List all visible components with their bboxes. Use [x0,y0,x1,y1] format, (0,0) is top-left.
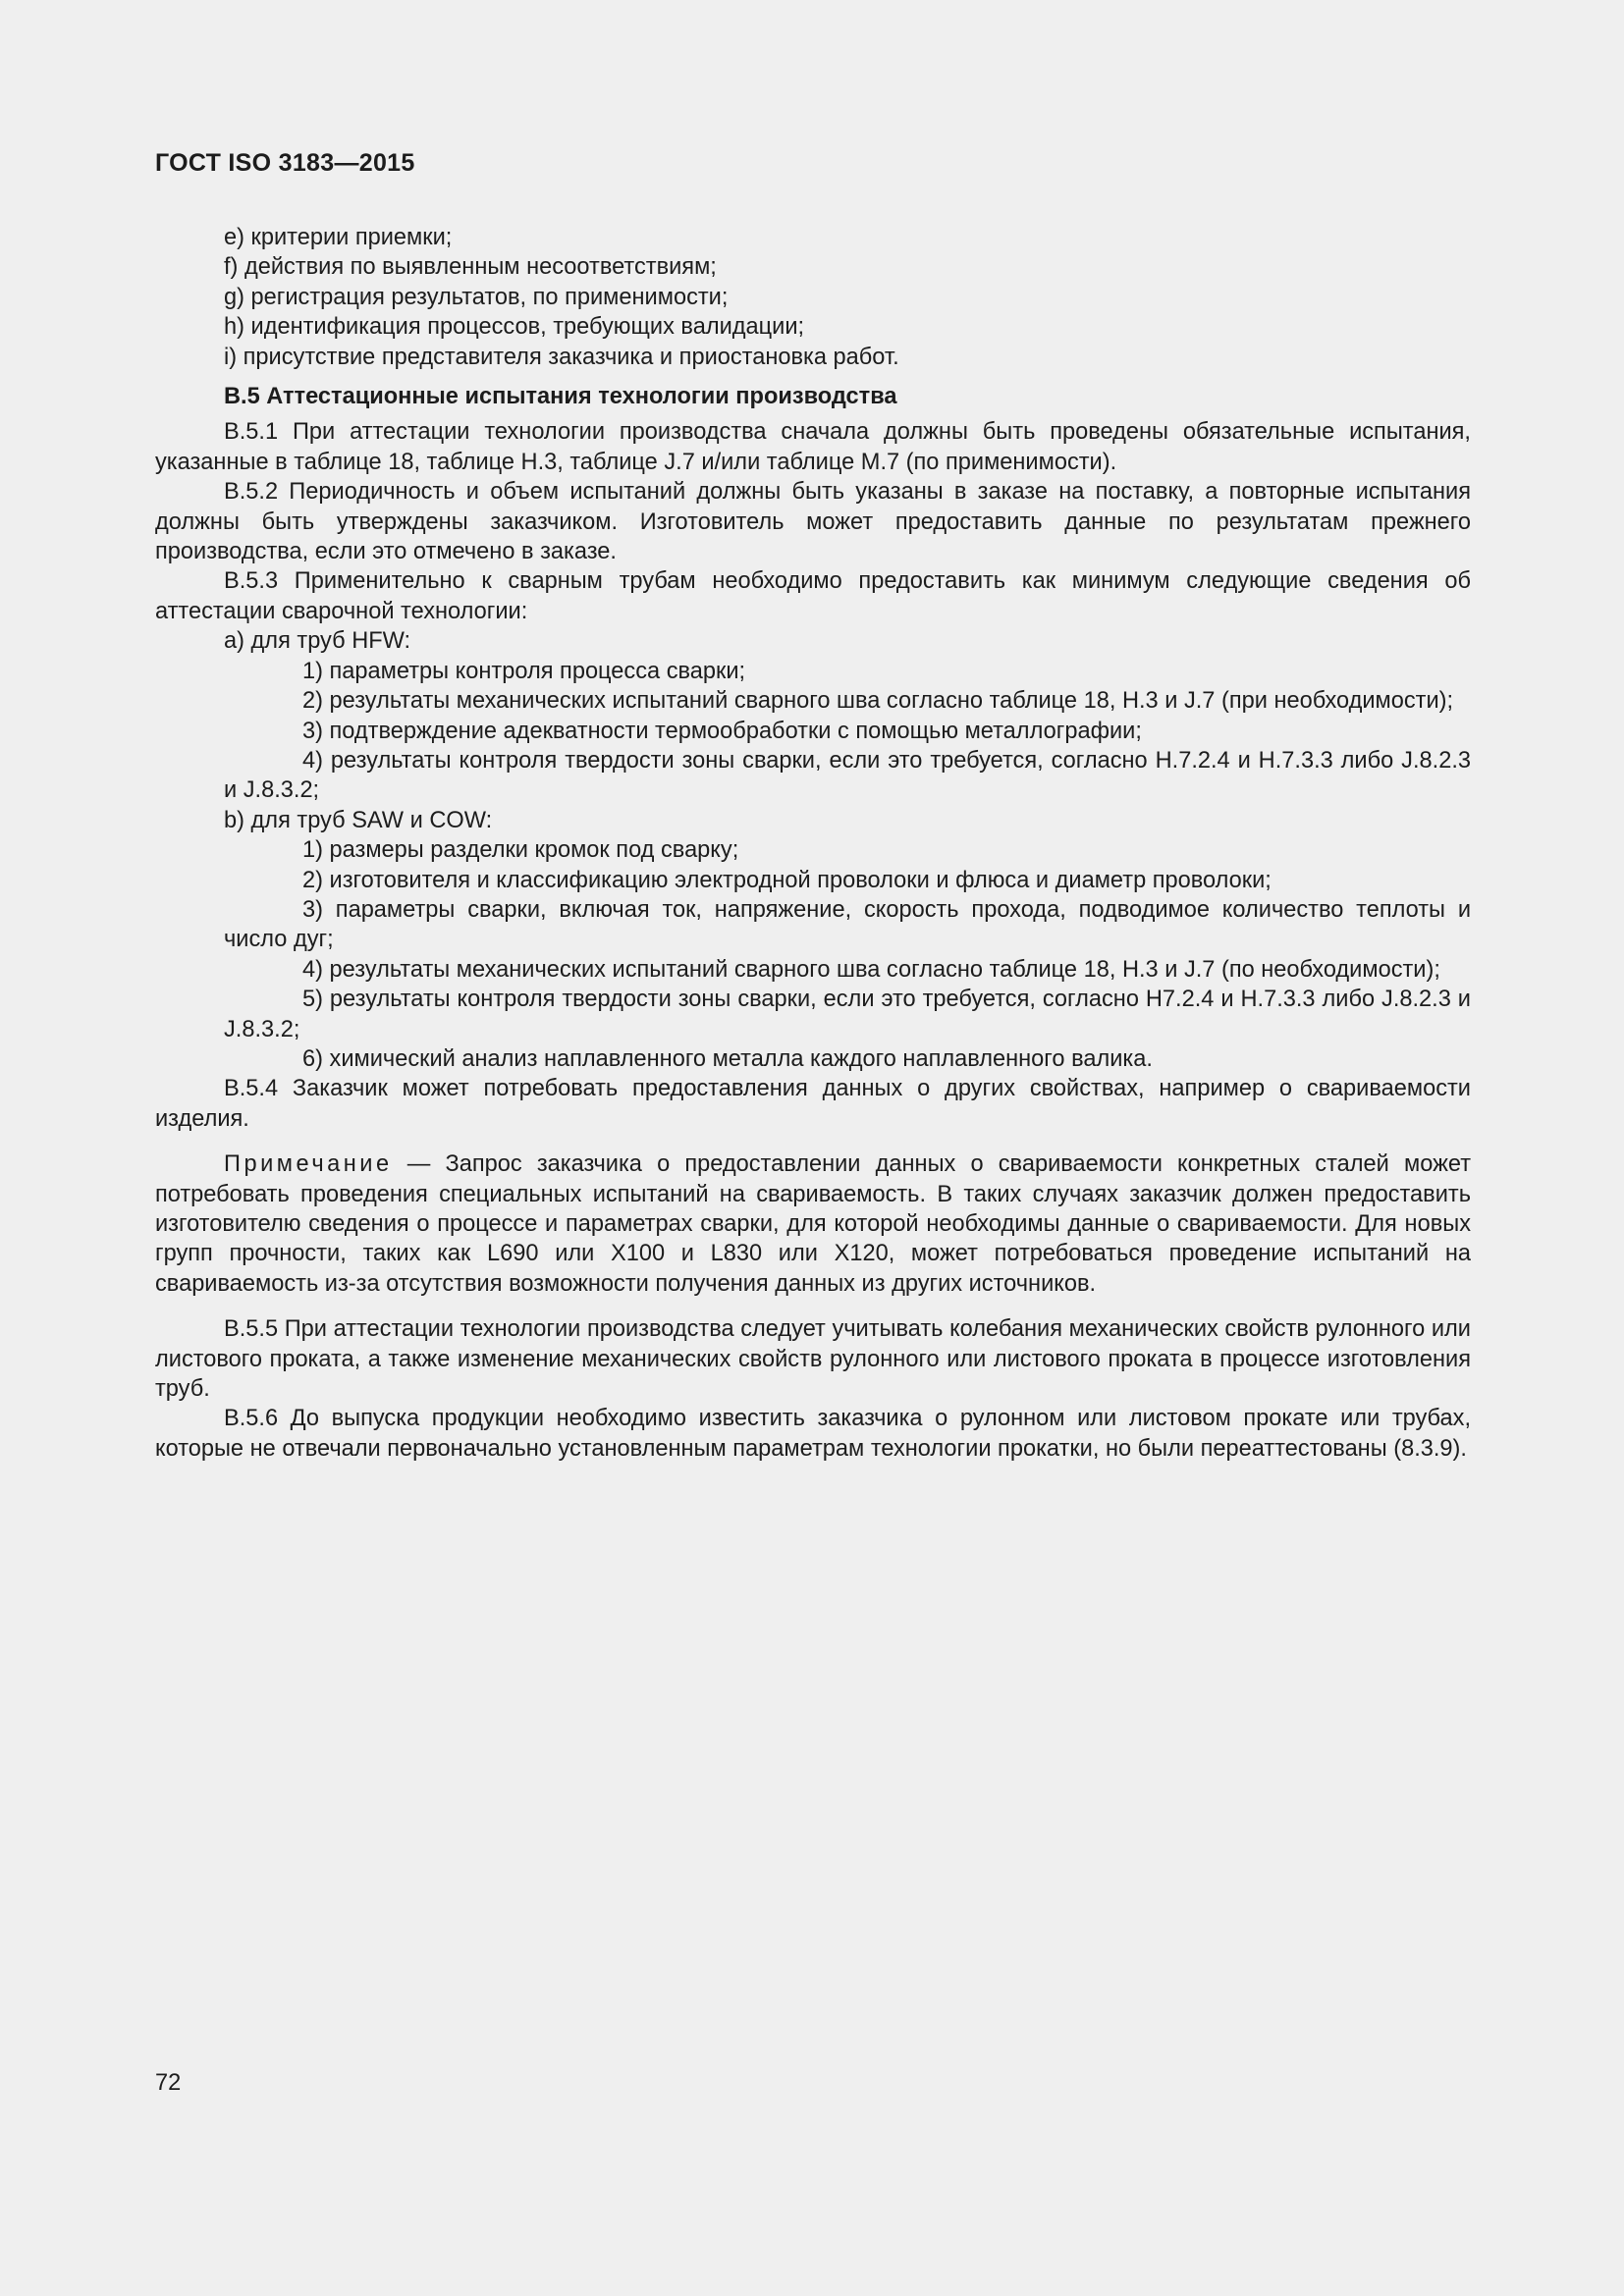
sublist-a-item: 4) результаты контроля твердости зоны сварки, если это требуется, согласно H.7.2.4 и H.7.3.3 либо J.8.2.3 и J.8.3.2; [224,747,1471,804]
page-number: 72 [155,2070,182,2096]
paragraph-b52: B.5.2 Периодичность и объем испытаний должны быть указаны в заказе на поставку, а повторные испытания должны быть утверждены заказчиком. Изготовитель может предоставить данные по результатам прежнего производства, если это отмечено в заказе. [155,479,1471,565]
paragraph-b53: B.5.3 Применительно к сварным трубам необходимо предоставить как минимум следующие сведения об аттестации сварочной технологии: [155,568,1471,624]
sublist-b-label: b) для труб SAW и COW: [224,807,493,833]
list-item: e) критерии приемки; [224,225,453,250]
sublist-b-item: 4) результаты механических испытаний сварного шва согласно таблице 18, H.3 и J.7 (по необходимости); [302,956,1440,983]
list-item: h) идентификация процессов, требующих валидации; [224,314,805,341]
note-text: — Запрос заказчика о предоставлении данных о свариваемости конкретных сталей может потребовать проведения специальных испытаний на свариваемость. В таких случаях заказчик должен предоставить изготовителю сведения о процессе и параметрах сварки, для которой необходимы данные о свариваемости. Для новых групп прочности, таких как L690 или X100 и L830 или X120, может потребоваться проведение испытаний на свариваемость из-за отсутствия возможности получения данных из других источников. [155,1151,1471,1297]
sublist-a-item: 3) подтверждение адекватности термообработки с помощью металлографии; [302,718,1142,744]
paragraph-b56: B.5.6 До выпуска продукции необходимо известить заказчика о рулонном или листовом прокате или трубах, которые не отвечали первоначально установленным параметрам технологии прокатки, но были переаттестованы (8.3.9). [155,1406,1471,1462]
document-body [155,223,1471,1464]
document-header: ГОСТ ISO 3183—2015 [155,149,415,177]
sublist-b-item: 5) результаты контроля твердости зоны сварки, если это требуется, согласно H7.2.4 и H.7.3.3 либо J.8.2.3 и J.8.3.2; [224,987,1471,1042]
sublist-b-item: 1) размеры разделки кромок под сварку; [302,837,739,864]
list-item: i) присутствие представителя заказчика и приостановка работ. [224,344,899,370]
sublist-a-label: a) для труб HFW: [224,628,411,655]
sublist-a-item: 2) результаты механических испытаний сварного шва согласно таблице 18, H.3 и J.7 (при необходимости); [302,688,1454,715]
sublist-b-item: 6) химический анализ наплавленного металла каждого наплавленного валика. [302,1045,1153,1072]
paragraph-b51: B.5.1 При аттестации технологии производства сначала должны быть проведены обязательные испытания, указанные в таблице 18, таблице H.3, таблице J.7 и/или таблице M.7 (по применимости). [155,419,1471,475]
list-item: g) регистрация результатов, по применимости; [224,284,729,310]
note-label: Примечание [224,1151,393,1178]
note [155,1149,1471,1299]
paragraph-b54: B.5.4 Заказчик может потребовать предоставления данных о других свойствах, например о свариваемости изделия. [155,1076,1471,1132]
sublist-b-item: 3) параметры сварки, включая ток, напряжение, скорость прохода, подводимое количество теплоты и число дуг; [224,896,1471,953]
sublist-b-item: 2) изготовителя и классификацию электродной проволоки и флюса и диаметр проволоки; [302,867,1272,893]
list-item: f) действия по выявленным несоответствиям; [224,254,717,281]
paragraph-b55: B.5.5 При аттестации технологии производства следует учитывать колебания механических свойств рулонного или листового проката, а также изменение механических свойств рулонного или листового проката в процессе изготовления труб. [155,1316,1471,1403]
sublist-a-item: 1) параметры контроля процесса сварки; [302,658,746,684]
section-heading: B.5 Аттестационные испытания технологии производства [224,384,897,410]
